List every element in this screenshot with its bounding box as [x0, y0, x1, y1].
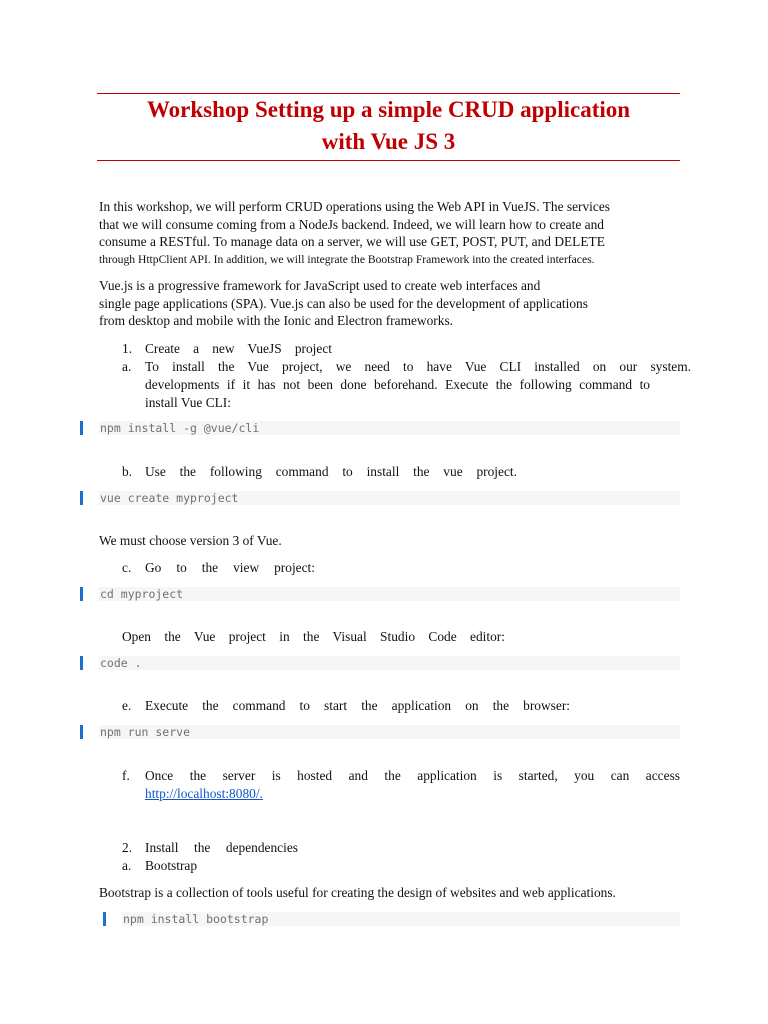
intro-p2-line-3: from desktop and mobile with the Ionic and Electron frameworks.: [99, 313, 454, 329]
intro-paragraph-2: [99, 277, 644, 330]
step-c-text: Go to the view project:: [145, 560, 315, 575]
localhost-link-line: [145, 785, 263, 803]
step-1-number: 1.: [122, 341, 133, 356]
code-block-open-editor: [80, 656, 680, 670]
intro-paragraph-1: [99, 198, 644, 268]
intro-p1-line-3: consume a RESTful. To manage data on a server, we will use GET, POST, PUT, and DELETE: [99, 234, 605, 250]
code-install-bootstrap: npm install bootstrap: [123, 912, 269, 926]
step-2-number: 2.: [122, 840, 133, 855]
vue-version-note: We must choose version 3 of Vue.: [99, 533, 282, 548]
step-1-heading: Create a new VueJS project: [145, 341, 332, 356]
code-cd-project: cd myproject: [100, 587, 184, 601]
step-e-letter: e.: [122, 698, 132, 713]
intro-p2-line-1: Vue.js is a progressive framework for JavaScript used to create web interfaces and: [99, 278, 541, 293]
code-block-run-serve: [80, 725, 680, 739]
code-block-install-cli: [80, 421, 680, 435]
code-block-bar: [80, 656, 83, 670]
step-2-heading: Install the dependencies: [145, 840, 298, 855]
code-block-background: [99, 656, 680, 670]
title-line-1: Workshop Setting up a simple CRUD application: [146, 97, 631, 122]
title-bottom-rule: [97, 160, 680, 161]
step-a-line-2: developments if it has not been done beforehand. Execute the following command to: [145, 377, 650, 392]
intro-p1-line-4: through HttpClient API. In addition, we will integrate the Bootstrap Framework into the created interfaces.: [99, 252, 595, 266]
intro-p1-line-1: In this workshop, we will perform CRUD operations using the Web API in VueJS. The services: [99, 199, 610, 214]
step-a-line-3: install Vue CLI:: [145, 395, 231, 410]
localhost-link[interactable]: http://localhost:8080/.: [145, 786, 263, 801]
code-block-install-bootstrap: [103, 912, 680, 926]
code-block-bar: [80, 491, 83, 505]
step-f-text: Once the server is hosted and the application is started, you can access: [145, 768, 680, 783]
step-a-line-1: To install the Vue project, we need to have Vue CLI installed on our system.: [145, 359, 691, 374]
bootstrap-description: Bootstrap is a collection of tools useful for creating the design of websites and web applications.: [99, 885, 616, 900]
intro-p1-line-2: that we will consume coming from a NodeJs backend. Indeed, we will learn how to create and: [99, 216, 604, 232]
code-block-bar: [80, 421, 83, 435]
step-e-text: Execute the command to start the application on the browser:: [145, 698, 570, 713]
code-block-create-project: [80, 491, 680, 505]
step-b-text: Use the following command to install the vue project.: [145, 464, 517, 479]
code-block-bar: [80, 587, 83, 601]
open-editor-text: Open the Vue project in the Visual Studio Code editor:: [122, 629, 505, 644]
code-run-serve: npm run serve: [100, 725, 191, 739]
code-open-editor: code .: [100, 656, 142, 670]
code-install-cli: npm install -g @vue/cli: [100, 421, 260, 435]
step-b-letter: b.: [122, 464, 133, 479]
title-line-2: with Vue JS 3: [321, 129, 456, 154]
intro-p2-line-2: single page applications (SPA). Vue.js can also be used for the development of applications: [99, 295, 588, 311]
step-2a-letter: a.: [122, 858, 132, 873]
document-title: [97, 94, 680, 158]
step-a-text: [145, 358, 691, 412]
step-2a-text: Bootstrap: [145, 858, 198, 873]
step-a-letter: a.: [122, 359, 132, 374]
code-create-project: vue create myproject: [100, 491, 239, 505]
code-block-bar: [103, 912, 106, 926]
code-block-cd-project: [80, 587, 680, 601]
step-f-letter: f.: [122, 768, 130, 783]
step-c-letter: c.: [122, 560, 132, 575]
code-block-bar: [80, 725, 83, 739]
code-block-background: [99, 587, 680, 601]
